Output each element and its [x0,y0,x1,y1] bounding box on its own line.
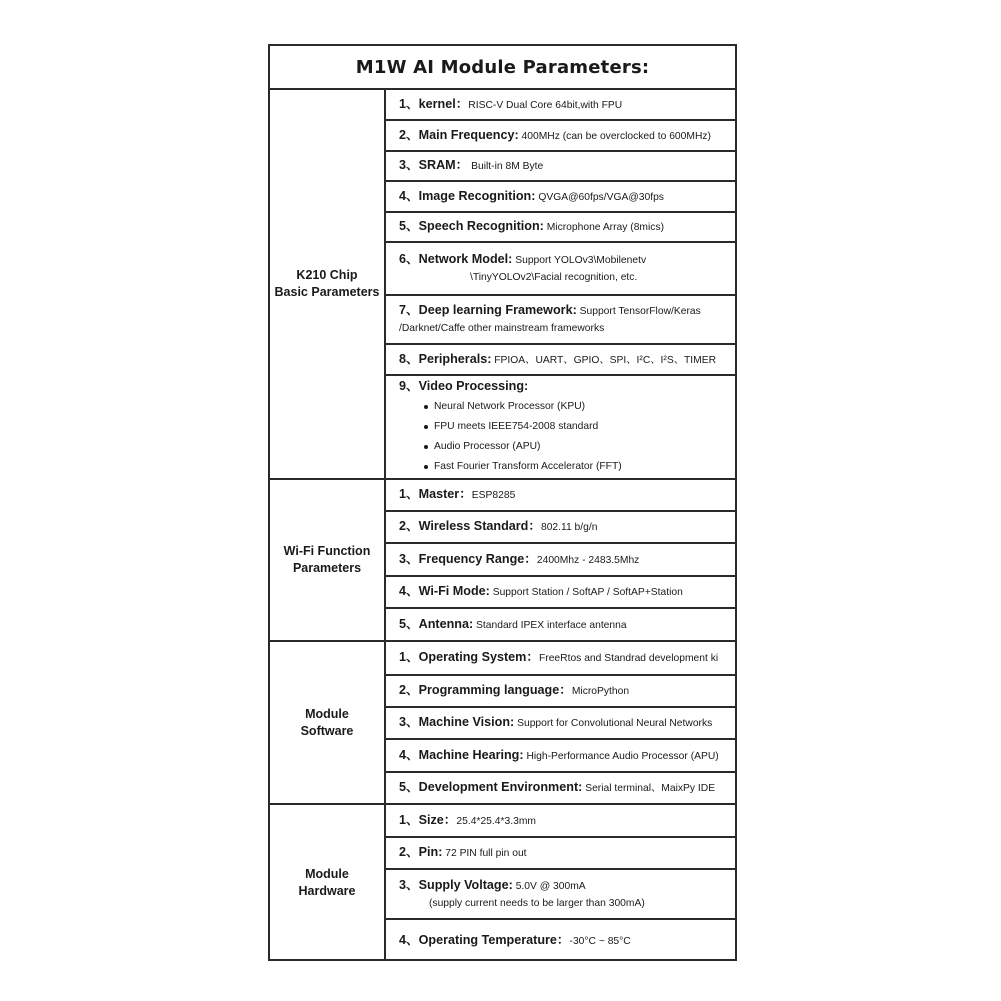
param-row-supply-voltage: 3、Supply Voltage: 5.0V @ 300mA (supply current needs to be larger than 300mA) [399,877,645,909]
table-title: M1W AI Module Parameters: [270,46,735,90]
list-item: Audio Processor (APU) [399,437,735,457]
param-row-size: 1、Size：25.4*25.4*3.3mm [399,812,536,827]
param-row-machine-hearing: 4、Machine Hearing: High-Performance Audio Processor (APU) [399,747,719,762]
param-row-operating-temperature: 4、Operating Temperature：-30°C ~ 85°C [399,932,631,947]
param-row-programming-language: 2、Programming language：MicroPython [399,683,630,697]
section-label-hardware: Module Hardware [298,867,356,898]
param-row-frequency-range: 3、Frequency Range：2400Mhz - 2483.5Mhz [399,551,640,566]
param-row-network-model: 6、Network Model: Support YOLOv3\Mobilenetv \TinyYOLOv2\Facial recognition, etc. [399,252,647,283]
param-row-deep-learning-framework: 7、Deep learning Framework: Support TensorFlow/Keras /Darknet/Caffe other mainstream frameworks [399,303,701,334]
param-row-main-frequency: 2、Main Frequency: 400MHz (can be overclocked to 600MHz) [399,127,711,142]
param-row-kernel: 1、kernel：RISC-V Dual Core 64bit,with FPU [399,96,623,111]
parameter-table [268,44,737,961]
param-row-wireless-standard: 2、Wireless Standard：802.11 b/g/n [399,519,598,533]
section-label-software: Module Software [300,706,354,738]
param-row-development-environment: 5、Development Environment: Serial terminal、MaixPy IDE [399,780,716,794]
param-row-wifi-mode: 4、Wi-Fi Mode: Support Station / SoftAP / SoftAP+Station [399,584,683,598]
param-row-machine-vision: 3、Machine Vision: Support for Convolutional Neural Networks [399,715,713,729]
param-row-peripherals: 8、Peripherals: FPIOA、UART、GPIO、SPI、I²C、I²S、TIMER [399,351,717,366]
param-row-image-recognition: 4、Image Recognition: QVGA@60fps/VGA@30fps [399,188,664,203]
param-row-video-processing: 9、Video Processing: Neural Network Processor (KPU) FPU meets IEEE754-2008 standard Audio Processor (APU) Fast Fourier Transform Accelerator (FFT) [386,376,735,478]
list-item: FPU meets IEEE754-2008 standard [399,417,735,437]
list-item: Fast Fourier Transform Accelerator (FFT) [399,457,735,477]
param-row-operating-system: 1、Operating System：FreeRtos and Standrad development ki [399,650,719,664]
param-row-antenna: 5、Antenna: Standard IPEX interface antenna [399,616,627,631]
list-item: Neural Network Processor (KPU) [399,397,735,417]
param-row-sram: 3、SRAM： Built-in 8M Byte [399,158,544,172]
param-row-pin: 2、Pin: 72 PIN full pin out [399,845,527,859]
section-label-wifi: Wi-Fi Function Parameters [283,544,371,575]
param-row-master: 1、Master：ESP8285 [399,487,516,501]
section-label-k210: K210 Chip Basic Parameters [274,268,380,299]
param-row-speech-recognition: 5、Speech Recognition: Microphone Array (8mics) [399,219,665,233]
